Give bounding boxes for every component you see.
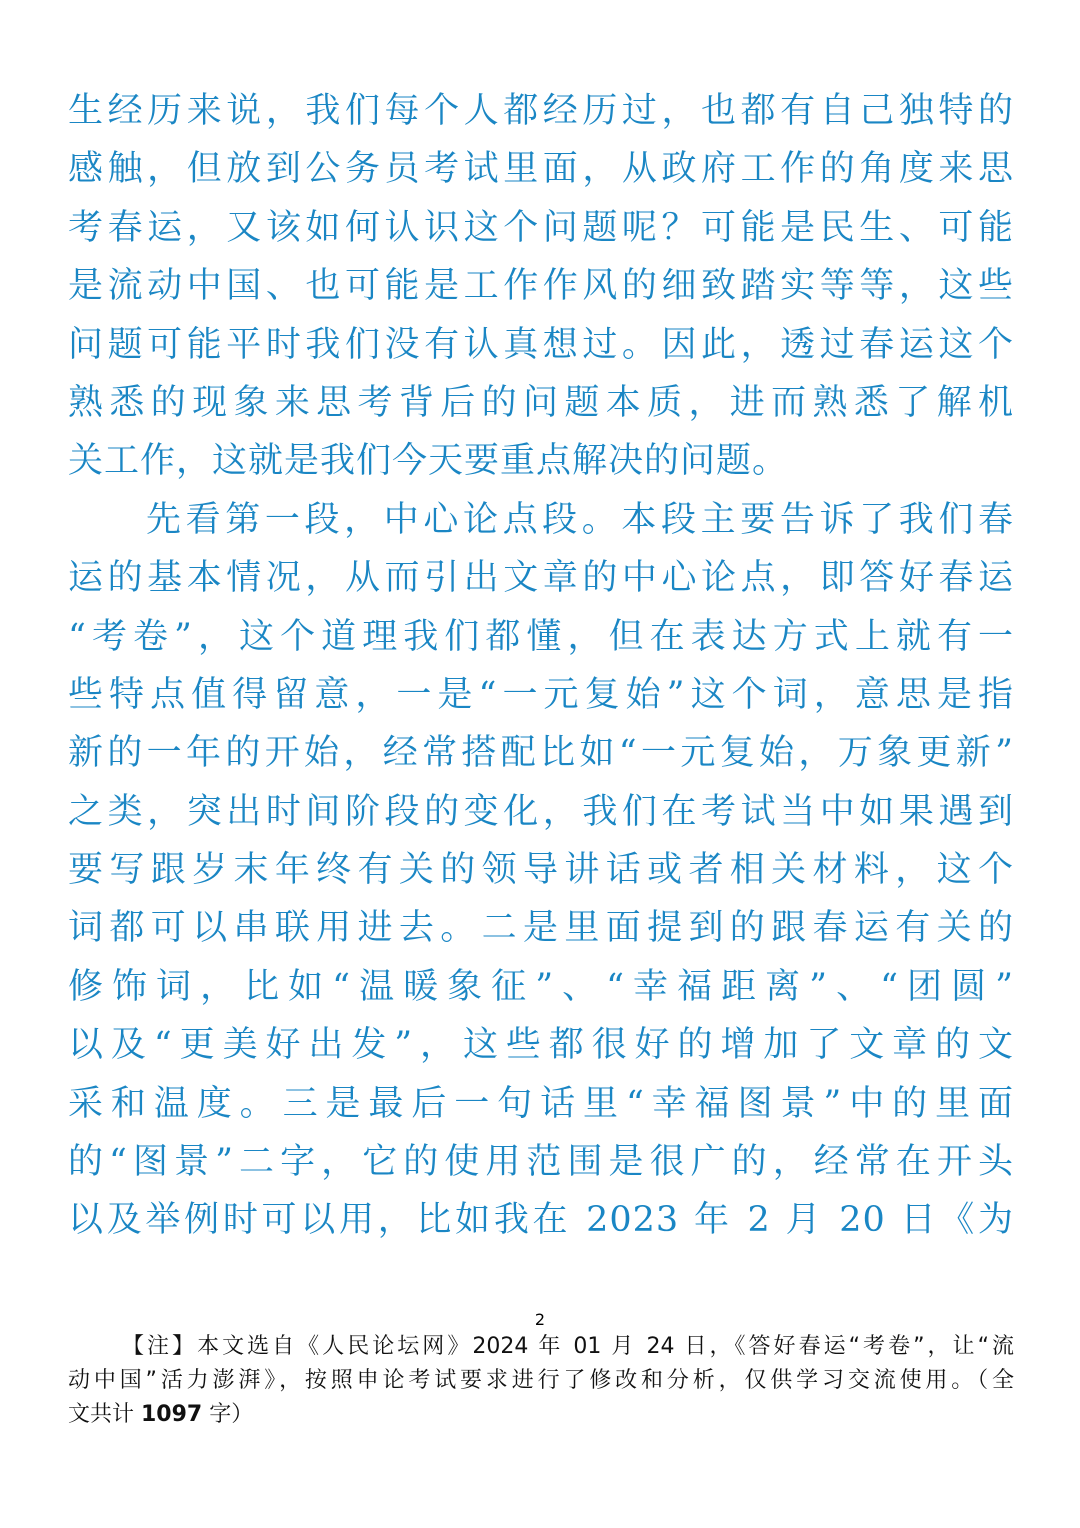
body-line: 生经历来说，我们每个人都经历过，也都有自己独特的 bbox=[68, 91, 1014, 131]
body-line: “考卷”，这个道理我们都懂，但在表达方式上就有一 bbox=[68, 616, 1014, 657]
body-line: 的“图景”二字，它的使用范围是很广的，经常在开头 bbox=[68, 1142, 1014, 1183]
footnote bbox=[68, 1330, 1014, 1432]
body-line: 要写跟岁末年终有关的领导讲话或者相关材料，这个 bbox=[68, 850, 1014, 891]
article-body bbox=[68, 82, 1014, 1250]
footnote-line-last bbox=[68, 1398, 1014, 1432]
body-line: 运的基本情况，从而引出文章的中心论点，即答好春运 bbox=[68, 558, 1014, 599]
footnote-line: 【注】本文选自《人民论坛网》2024 年 01 月 24 日，《答好春运“考卷”，让“流 bbox=[122, 1334, 1014, 1359]
footnote-line: 动中国”活力澎湃》，按照申论考试要求进行了修改和分析，仅供学习交流使用。（全 bbox=[68, 1368, 1014, 1393]
body-line: 以及举例时可以用，比如我在 2023 年 2 月 20 日《为 bbox=[68, 1200, 1014, 1241]
body-line: 是流动中国、也可能是工作作风的细致踏实等等，这些 bbox=[68, 266, 1014, 307]
body-line: 词都可以串联用进去。二是里面提到的跟春运有关的 bbox=[68, 908, 1014, 949]
body-line: 修饰词，比如“温暖象征”、“幸福距离”、“团圆” bbox=[68, 966, 1014, 1007]
body-line: 关工作，这就是我们今天要重点解决的问题。 bbox=[68, 441, 789, 482]
footnote-prefix: 文共计 bbox=[68, 1402, 141, 1427]
body-line: 以及“更美好出发”，这些都很好的增加了文章的文 bbox=[68, 1025, 1014, 1066]
body-line: 问题可能平时我们没有认真想过。因此，透过春运这个 bbox=[68, 324, 1014, 365]
body-line: 采和温度。三是最后一句话里“幸福图景”中的里面 bbox=[68, 1083, 1014, 1124]
word-count: 1097 bbox=[141, 1402, 203, 1427]
page-number: 2 bbox=[534, 1310, 546, 1329]
body-line: 熟悉的现象来思考背后的问题本质，进而熟悉了解机 bbox=[68, 382, 1014, 423]
body-line: 考春运，又该如何认识这个问题呢？可能是民生、可能 bbox=[68, 207, 1014, 248]
paragraph-start-line: 先看第一段，中心论点段。本段主要告诉了我们春 bbox=[146, 499, 1014, 540]
body-line: 之类，突出时间阶段的变化，我们在考试当中如果遇到 bbox=[68, 791, 1014, 832]
body-line: 新的一年的开始，经常搭配比如“一元复始，万象更新” bbox=[68, 733, 1014, 774]
body-line: 些特点值得留意，一是“一元复始”这个词，意思是指 bbox=[68, 674, 1014, 715]
footnote-suffix: 字） bbox=[202, 1402, 254, 1427]
body-line: 感触，但放到公务员考试里面，从政府工作的角度来思 bbox=[68, 149, 1014, 190]
